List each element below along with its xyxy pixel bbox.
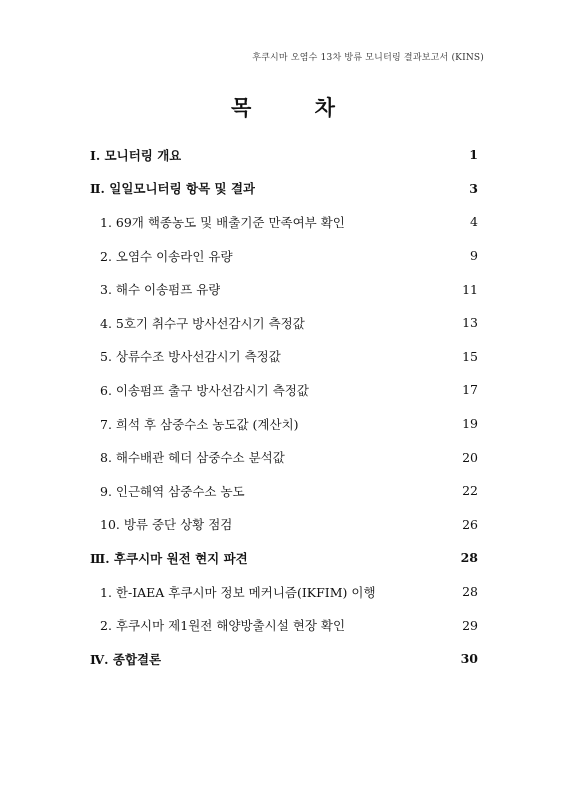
toc-entry-label: 2. 후쿠시마 제1원전 해양방출시설 현장 확인 (100, 618, 346, 634)
toc-entry-page: 28 (460, 550, 478, 566)
toc-entry-2-8[interactable] (90, 440, 478, 474)
toc-entry-section-1[interactable] (90, 138, 478, 172)
toc-entry-label: 1. 69개 핵종농도 및 배출기준 만족여부 확인 (100, 214, 345, 230)
toc-entry-2-7[interactable] (90, 407, 478, 441)
toc-entry-label: 4. 5호기 취수구 방사선감시기 측정값 (100, 315, 305, 331)
toc-entry-page: 26 (462, 516, 478, 532)
toc-entry-page: 30 (460, 651, 478, 667)
toc-entry-label: 5. 상류수조 방사선감시기 측정값 (100, 349, 281, 365)
toc-entry-label: Ⅲ. 후쿠시마 원전 현지 파견 (90, 550, 248, 566)
toc-entry-page: 11 (462, 281, 478, 297)
toc-entry-section-3[interactable] (90, 541, 478, 575)
toc-entry-3-2[interactable] (90, 608, 478, 642)
toc-entry-page: 22 (462, 483, 478, 499)
toc-entry-label: 9. 인근해역 삼중수소 농도 (100, 483, 245, 499)
toc-entry-2-1[interactable] (90, 205, 478, 239)
toc-entry-page: 28 (462, 584, 478, 600)
toc-entry-page: 3 (469, 180, 478, 196)
toc-entry-label: Ⅱ. 일일모니터링 항목 및 결과 (90, 181, 256, 197)
table-of-contents (90, 138, 478, 676)
toc-entry-label: Ⅳ. 종합결론 (90, 651, 162, 667)
toc-entry-2-5[interactable] (90, 340, 478, 374)
toc-entry-page: 29 (462, 617, 478, 633)
toc-entry-page: 15 (462, 348, 478, 364)
toc-entry-2-6[interactable] (90, 373, 478, 407)
toc-entry-label: Ⅰ. 모니터링 개요 (90, 147, 182, 163)
toc-entry-page: 9 (470, 248, 478, 264)
toc-entry-page: 19 (462, 416, 478, 432)
toc-entry-label: 1. 한-IAEA 후쿠시마 정보 메커니즘(IKFIM) 이행 (100, 584, 376, 600)
toc-entry-section-2[interactable] (90, 172, 478, 206)
toc-entry-label: 8. 해수배관 헤더 삼중수소 분석값 (100, 450, 285, 466)
toc-entry-2-4[interactable] (90, 306, 478, 340)
toc-entry-page: 17 (462, 382, 478, 398)
running-header: 후쿠시마 오염수 13차 방류 모니터링 결과보고서 (KINS) (252, 53, 484, 63)
toc-entry-section-4[interactable] (90, 642, 478, 676)
toc-title: 목 차 (231, 95, 363, 120)
toc-entry-page: 4 (470, 214, 478, 230)
toc-entry-3-1[interactable] (90, 575, 478, 609)
toc-entry-2-3[interactable] (90, 272, 478, 306)
toc-entry-label: 10. 방류 중단 상황 점검 (100, 517, 233, 533)
toc-entry-label: 6. 이송펌프 출구 방사선감시기 측정값 (100, 382, 309, 398)
toc-entry-2-10[interactable] (90, 508, 478, 542)
toc-entry-label: 3. 해수 이송펌프 유량 (100, 282, 221, 298)
toc-entry-label: 2. 오염수 이송라인 유량 (100, 248, 233, 264)
toc-entry-2-2[interactable] (90, 239, 478, 273)
toc-entry-page: 13 (462, 315, 478, 331)
toc-entry-page: 20 (462, 449, 478, 465)
toc-entry-label: 7. 희석 후 삼중수소 농도값 (계산치) (100, 416, 299, 432)
toc-entry-2-9[interactable] (90, 474, 478, 508)
toc-entry-page: 1 (469, 147, 478, 163)
